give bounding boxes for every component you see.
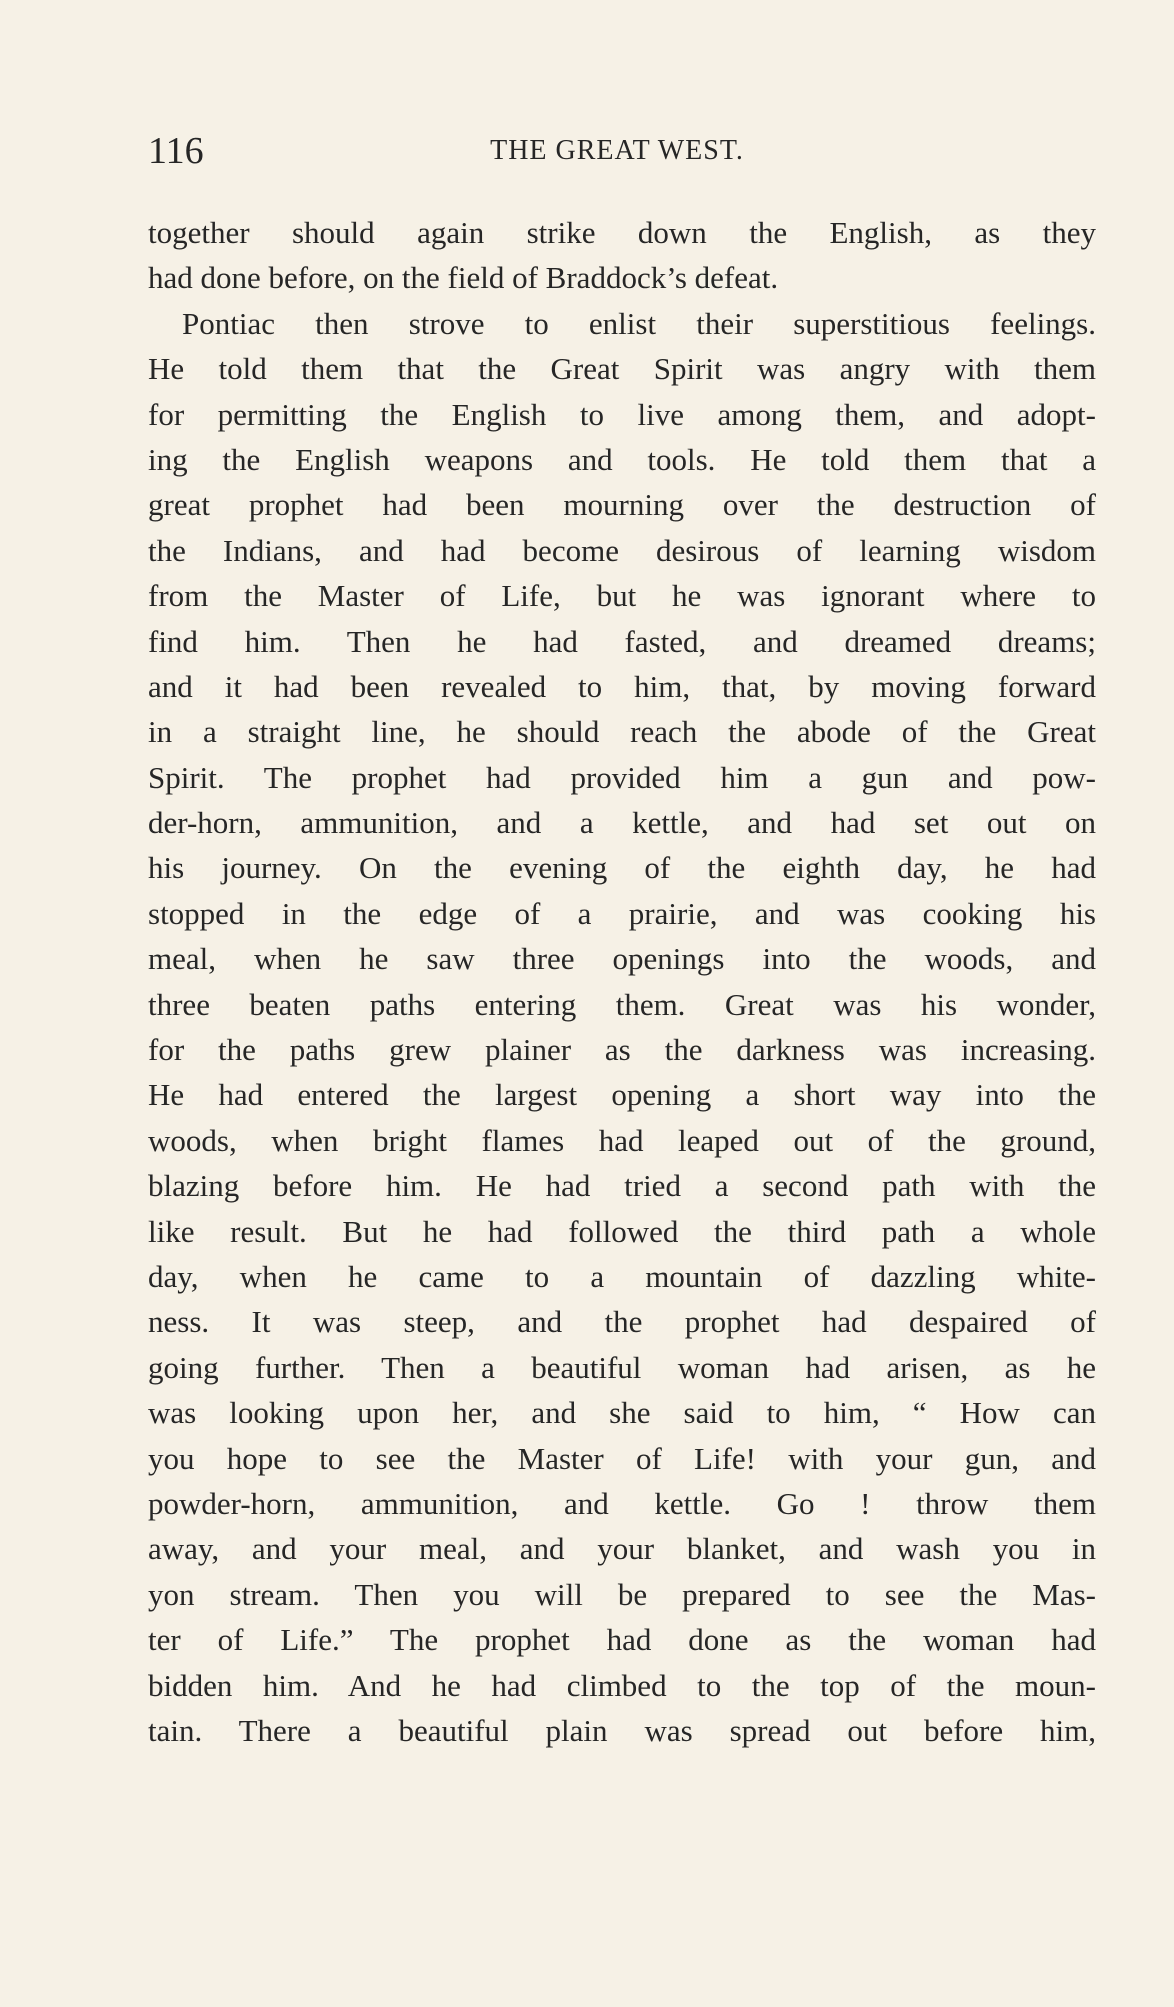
- text-line: like result. But he had followed the third path a whole: [148, 1213, 1096, 1249]
- text-line: for permitting the English to live among them, and adopt-: [148, 396, 1096, 432]
- text-line: together should again strike down the English, as they: [148, 215, 1096, 250]
- text-line: away, and your meal, and your blanket, and wash you in: [148, 1531, 1096, 1567]
- text-line: his journey. On the evening of the eighth day, he had: [148, 850, 1096, 886]
- text-line: find him. Then he had fasted, and dreamed dreams;: [148, 623, 1096, 659]
- text-line: great prophet had been mourning over the destruction of: [148, 487, 1096, 523]
- text-line: Pontiac then strove to enlist their superstitious feelings.: [182, 305, 1096, 341]
- text-line: was looking upon her, and she said to him, “ How can: [148, 1395, 1096, 1431]
- text-line: the Indians, and had become desirous of learning wisdom: [148, 532, 1096, 568]
- text-line: blazing before him. He had tried a second path with the: [148, 1168, 1096, 1204]
- text-line: powder-horn, ammunition, and kettle. Go ! throw them: [148, 1485, 1096, 1521]
- text-line: from the Master of Life, but he was ignorant where to: [148, 578, 1096, 614]
- text-line: bidden him. And he had climbed to the top of the moun-: [148, 1667, 1096, 1703]
- page-header: [148, 126, 1086, 176]
- body-text: [148, 210, 1096, 1753]
- text-line: tain. There a beautiful plain was spread out before him,: [148, 1712, 1096, 1748]
- page-number: 116: [148, 130, 204, 172]
- text-line: He had entered the largest opening a short way into the: [148, 1077, 1096, 1113]
- text-line: going further. Then a beautiful woman had arisen, as he: [148, 1349, 1096, 1385]
- text-line: had done before, on the field of Braddock’s defeat.: [148, 260, 779, 296]
- text-line: ness. It was steep, and the prophet had despaired of: [148, 1304, 1096, 1340]
- text-line: ter of Life.” The prophet had done as the woman had: [148, 1622, 1096, 1658]
- text-line: ing the English weapons and tools. He told them that a: [148, 441, 1096, 477]
- text-line: woods, when bright flames had leaped out of the ground,: [148, 1122, 1096, 1158]
- text-line: yon stream. Then you will be prepared to see the Mas-: [148, 1576, 1096, 1612]
- text-line: stopped in the edge of a prairie, and was cooking his: [148, 895, 1096, 931]
- text-line: and it had been revealed to him, that, by moving forward: [148, 668, 1096, 704]
- text-line: for the paths grew plainer as the darkness was increasing.: [148, 1032, 1096, 1068]
- text-line: day, when he came to a mountain of dazzling white-: [148, 1258, 1096, 1294]
- text-line: Spirit. The prophet had provided him a gun and pow-: [148, 759, 1096, 795]
- text-line: you hope to see the Master of Life! with your gun, and: [148, 1440, 1096, 1476]
- text-line: der-horn, ammunition, and a kettle, and had set out on: [148, 805, 1096, 841]
- text-line: three beaten paths entering them. Great was his wonder,: [148, 986, 1096, 1022]
- running-head: THE GREAT WEST.: [490, 135, 744, 166]
- text-line: meal, when he saw three openings into the woods, and: [148, 941, 1096, 977]
- text-line: in a straight line, he should reach the abode of the Great: [148, 714, 1096, 750]
- text-line: He told them that the Great Spirit was angry with them: [148, 351, 1096, 387]
